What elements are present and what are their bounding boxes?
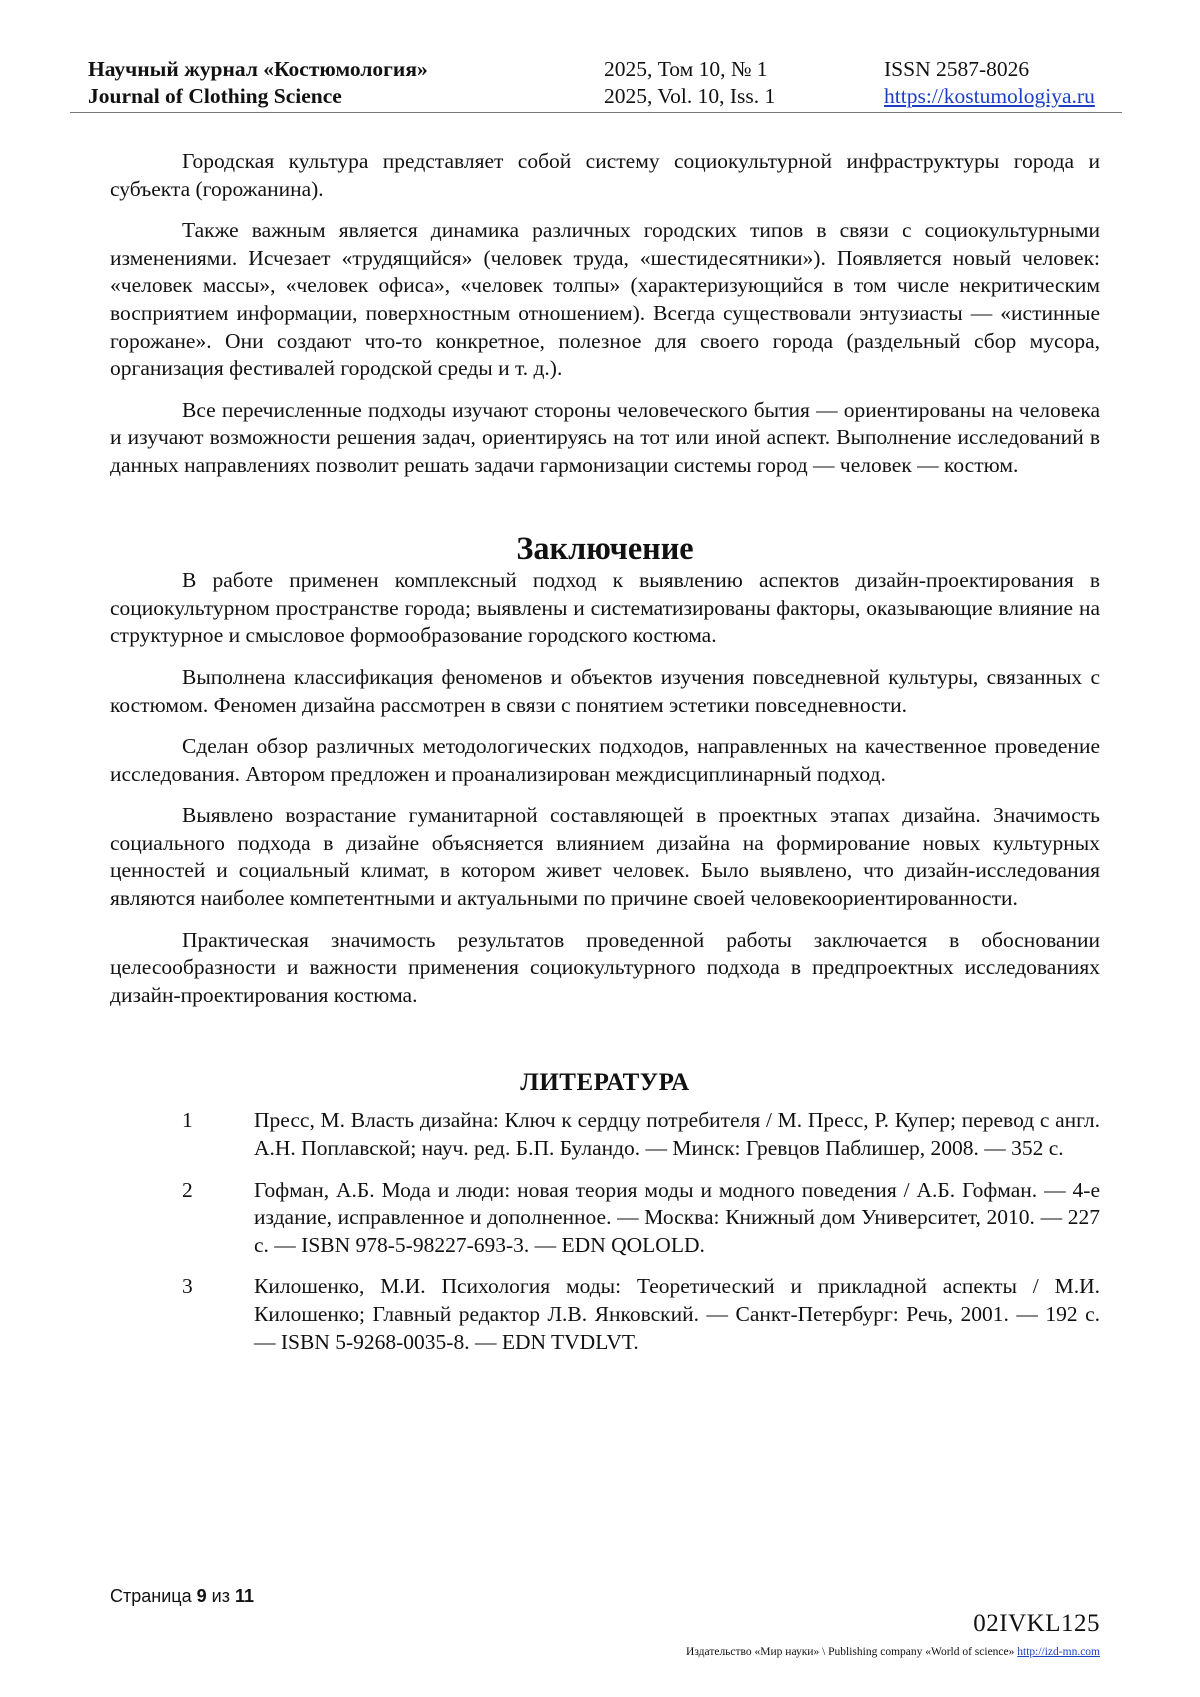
article-code: 02IVKL125 [973,1610,1100,1637]
reference-number: 1 [182,1108,193,1133]
reference-number: 2 [182,1177,193,1202]
journal-title-en: Journal of Clothing Science [88,84,342,108]
issue-info-ru: 2025, Том 10, № 1 [604,57,768,81]
conclusion-paragraph: Практическая значимость результатов проведенной работы заключается в обосновании целесообразности и важности применения социокультурного подхода в предпроектных исследованиях дизайн-проектирования костюма. [110,927,1100,1007]
page-number [110,1586,254,1607]
article-body [110,148,1100,1370]
conclusion-paragraph: Выполнена классификация феноменов и объектов изучения повседневной культуры, связанных с костюмом. Феномен дизайна рассмотрен в связи с понятием эстетики повседневности. [110,664,1100,717]
conclusion-paragraph: Сделан обзор различных методологических подходов, направленных на качественное проведение исследования. Автором предложен и проанализирован междисциплинарный подход. [110,734,1100,786]
issn-block [884,56,1095,110]
running-header [88,50,1120,114]
publisher-text: Издательство «Мир науки» \ Publishing company «World of science» [686,1646,1015,1658]
body-paragraph: Также важным является динамика различных городских типов в связи с социокультурными изменениями. Исчезает «трудящийся» (человек труда, «шестидесятники»). Появляется новый человек: «человек массы», «человек офиса», «человек толпы» (характеризующийся в том числе некритическим восприятием информации, поверхностным отношением). Всегда существовали энтузиасты — «истинные горожане». Они создают что-то конкретное, полезное для своего города (раздельный сбор мусора, организация фестивалей городской среды и т. д.). [110,218,1100,381]
reference-text: Пресс, М. Власть дизайна: Ключ к сердцу потребителя / М. Пресс, Р. Купер; перевод с англ. А.Н. Поплавской; науч. ред. Б.П. Буландо. — Минск: Гревцов Паблишер, 2008. — 352 с. [254,1108,1100,1161]
issue-info-block [604,56,775,110]
journal-title-ru: Научный журнал «Костюмология» [88,57,428,81]
reference-item [110,1177,1100,1260]
conclusion-paragraph: Выявлено возрастание гуманитарной составляющей в проектных этапах дизайна. Значимость социального подхода в дизайне объясняется влиянием дизайна на формирование новых культурных ценностей и социальный климат, в котором живет человек. Было выявлено, что дизайн-исследования являются наиболее компетентными и актуальными по причине своей человекоориентированности. [110,803,1100,911]
page-total: 11 [234,1586,254,1606]
page-of: из [211,1586,230,1606]
journal-title-block [88,56,428,110]
issn: ISSN 2587-8026 [884,57,1030,81]
references-heading: ЛИТЕРАТУРА [520,1069,690,1097]
publisher-url-link[interactable]: http://izd-mn.com [1017,1646,1100,1658]
reference-text: Гофман, А.Б. Мода и люди: новая теория моды и модного поведения / А.Б. Гофман. — 4-е издание, исправленное и дополненное. — Москва: Книжный дом Университет, 2010. — 227 с. — ISBN 978-5-98227-693-3. — EDN QOLOLD. [254,1177,1100,1257]
header-divider [70,112,1122,113]
page-word: Страница [110,1586,192,1606]
reference-text: Килошенко, М.И. Психология моды: Теоретический и прикладной аспекты / М.И. Килошенко; Главный редактор Л.В. Янковский. — Санкт-Петербург: Речь, 2001. — 192 с. — ISBN 5-9268-0035-8. — EDN TVDLVT. [254,1274,1100,1354]
conclusion-heading: Заключение [516,529,694,566]
reference-item [110,1107,1100,1162]
journal-url-link[interactable]: https://kostumologiya.ru [884,84,1095,108]
body-paragraph: Городская культура представляет собой систему социокультурной инфраструктуры города и субъекта (горожанина). [110,149,1100,201]
conclusion-paragraph: В работе применен комплексный подход к выявлению аспектов дизайн-проектирования в социокультурном пространстве города; выявлены и систематизированы факторы, оказывающие влияние на структурное и смысловое формообразование городского костюма. [110,568,1100,648]
publisher-line [686,1646,1100,1658]
page-current: 9 [196,1586,207,1606]
reference-item [110,1273,1100,1356]
body-paragraph: Все перечисленные подходы изучают стороны человеческого бытия — ориентированы на человека и изучают возможности решения задач, ориентируясь на тот или иной аспект. Выполнение исследований в данных направлениях позволит решать задачи гармонизации системы город — человек — костюм. [110,397,1100,477]
reference-number: 3 [182,1274,193,1299]
issue-info-en: 2025, Vol. 10, Iss. 1 [604,84,776,108]
